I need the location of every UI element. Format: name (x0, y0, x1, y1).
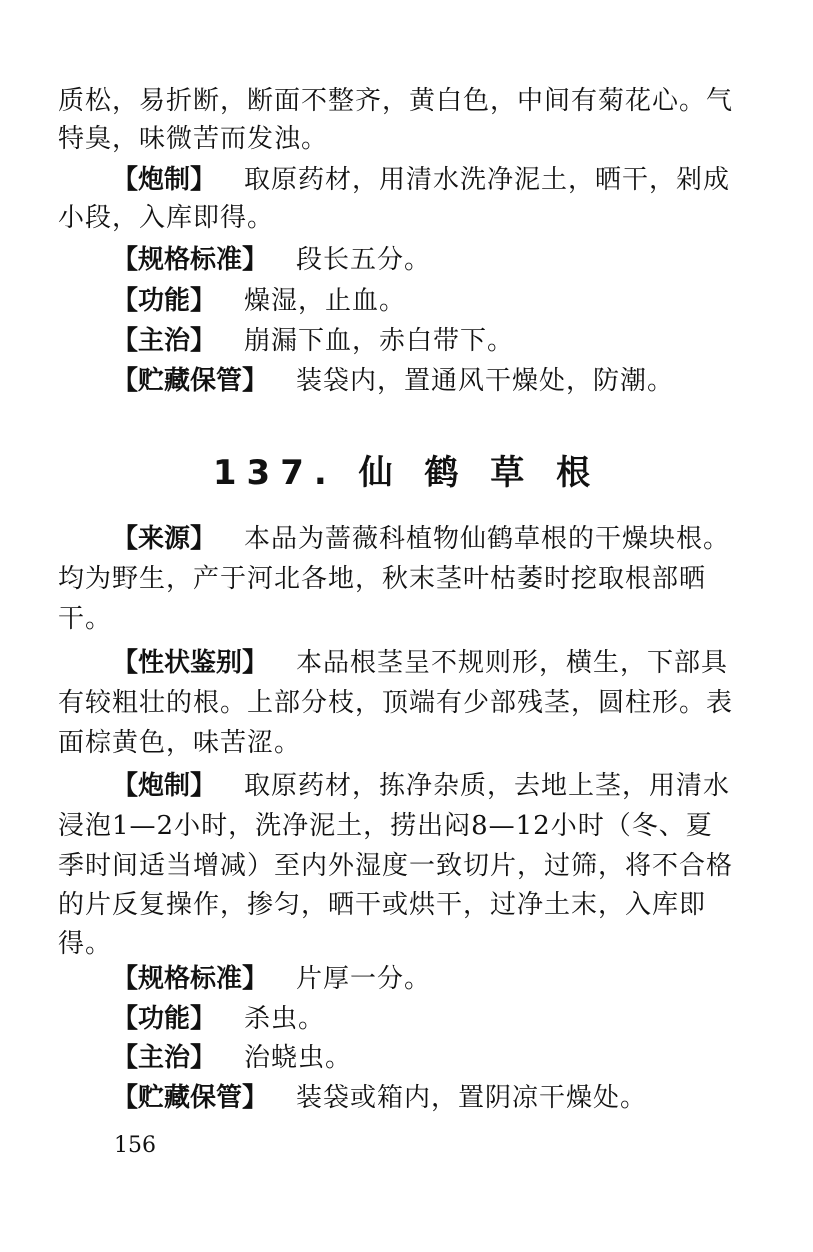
entry2-identification-line-3: 面棕黄色，味苦涩。 (58, 728, 302, 758)
entry2-indication-text: 治蛲虫。 (244, 1043, 353, 1073)
entry2-storage-tag: 【贮藏保管】 (112, 1083, 269, 1113)
entry1-processing (112, 159, 752, 202)
entry1-indication-text: 崩漏下血，赤白带下。 (244, 326, 515, 356)
entry1-indication (112, 320, 752, 363)
page-number: 156 (114, 1133, 156, 1158)
continued-line-2: 特臭，味微苦而发浊。 (58, 124, 329, 154)
entry2-indication-tag: 【主治】 (112, 1043, 217, 1073)
entry2-function (112, 998, 752, 1041)
entry2-storage (112, 1077, 752, 1120)
entry2-processing (112, 765, 752, 808)
entry2-source-text: 本品为蔷薇科植物仙鹤草根的干燥块根。 (244, 524, 731, 554)
entry1-indication-tag: 【主治】 (112, 326, 217, 356)
entry2-processing-line-2: 浸泡1—2小时，洗净泥土，捞出闷8—12小时（冬、夏 (58, 811, 713, 841)
entry2-identification-line-2: 有较粗壮的根。上部分枝，顶端有少部残茎，圆柱形。表 (58, 688, 734, 718)
continued-line-1: 质松，易折断，断面不整齐，黄白色，中间有菊花心。气 (58, 86, 734, 116)
entry2-processing-tag: 【炮制】 (112, 771, 217, 801)
entry2-spec-tag: 【规格标准】 (112, 964, 269, 994)
entry1-storage (112, 360, 752, 403)
entry2-processing-line-3: 季时间适当增减）至内外湿度一致切片，过筛，将不合格 (58, 851, 734, 881)
entry2-processing-line-4: 的片反复操作，掺匀，晒干或烘干，过净土末，入库即 (58, 890, 707, 920)
entry1-processing-tag: 【炮制】 (112, 165, 217, 195)
entry1-storage-tag: 【贮藏保管】 (112, 366, 269, 396)
entry1-processing-text: 取原药材，用清水洗净泥土，晒干，剁成 (244, 165, 731, 195)
entry2-identification-text: 本品根茎呈不规则形，横生，下部具 (296, 648, 729, 678)
entry1-function-tag: 【功能】 (112, 286, 217, 316)
entry2-source (112, 518, 752, 561)
entry1-spec-tag: 【规格标准】 (112, 245, 269, 275)
entry2-spec-text: 片厚一分。 (296, 964, 432, 994)
entry1-spec-text: 段长五分。 (296, 245, 432, 275)
entry2-identification (112, 642, 752, 685)
entry1-function (112, 280, 752, 323)
entry1-spec (112, 239, 752, 282)
entry-title: 137. 仙 鹤 草 根 (212, 453, 601, 493)
entry2-spec (112, 958, 752, 1001)
entry1-function-text: 燥湿，止血。 (244, 286, 407, 316)
entry2-function-text: 杀虫。 (244, 1004, 326, 1034)
entry1-processing-line-2: 小段，入库即得。 (58, 203, 275, 233)
entry2-source-line-2: 均为野生，产于河北各地，秋末茎叶枯萎时挖取根部晒 (58, 564, 707, 594)
entry2-function-tag: 【功能】 (112, 1004, 217, 1034)
entry2-identification-tag: 【性状鉴别】 (112, 648, 269, 678)
entry2-storage-text: 装袋或箱内，置阴凉干燥处。 (296, 1083, 648, 1113)
entry2-indication (112, 1037, 752, 1080)
entry1-storage-text: 装袋内，置通风干燥处，防潮。 (296, 366, 675, 396)
entry2-processing-line-5: 得。 (58, 929, 113, 959)
entry2-processing-text: 取原药材，拣净杂质，去地上茎，用清水 (244, 771, 731, 801)
entry2-source-tag: 【来源】 (112, 524, 217, 554)
entry2-source-line-3: 干。 (58, 604, 113, 634)
